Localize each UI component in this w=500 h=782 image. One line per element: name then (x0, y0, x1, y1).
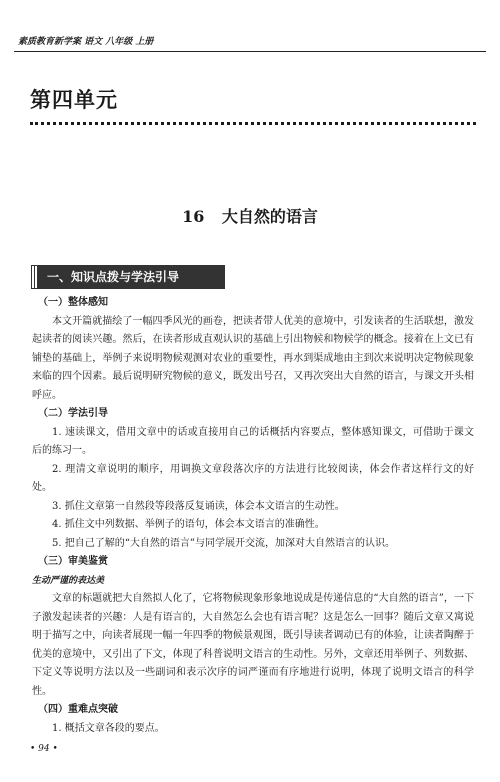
header-rule (14, 51, 486, 52)
paragraph: 文章的标题就把大自然拟人化了，它将物候现象形象地说成是传递信息的“大自然的语言”，一下子激发起读者的兴趣：人是有语言的，大自然怎么会也有语言呢？这是怎么一回事？随后文章又寓说明于描写之中，向读者展现一幅一年四季的物候景观图，既引导读者调动已有的体验，让读者陶醉于优美的意境中，又引出了下文，体现了科普说明文语言的生动性。另外，文章还用举例子、列数据、下定义等说明方法以及一些副词和表示次序的词严谨而有序地进行说明，体现了说明文语言的科学性。 (32, 593, 474, 697)
content-body (32, 294, 474, 738)
paragraph: 2. 理清文章说明的顺序，用调换文章段落次序的方法进行比较阅读，体会作者这样行文的好处。 (32, 463, 474, 493)
aesthetic-heading: 生动严谨的表达美 (32, 575, 105, 586)
paragraph: 5. 把自己了解的“大自然的语言”与同学展开交流，加深对大自然语言的认识。 (52, 537, 395, 549)
subsection-heading: （三）审美鉴赏 (38, 556, 108, 567)
header-text: 素质教育新学案 语文 八年级 上册 (18, 37, 154, 47)
lesson-name: 大自然的语言 (221, 207, 318, 226)
lesson-title (0, 204, 500, 227)
subsection-heading: （二）学法引导 (38, 408, 108, 419)
paragraph: 3. 抓住文章第一自然段等段落反复诵读，体会本文语言的生动性。 (52, 500, 345, 512)
running-header (18, 34, 482, 48)
subsection-heading: （四）重难点突破 (38, 704, 118, 715)
paragraph: 1. 概括文章各段的要点。 (52, 722, 165, 734)
unit-title: 第四单元 (30, 88, 118, 112)
paragraph: 4. 抓住文中列数据、举例子的语句，体会本文语言的准确性。 (52, 519, 325, 530)
lesson-number: 16 (182, 207, 205, 226)
page-number: • 94 • (30, 744, 58, 754)
section-banner: 一、知识点拨与学法引导 (32, 266, 224, 288)
paragraph: 本文开篇就描绘了一幅四季风光的画卷，把读者带人优美的意境中，引发读者的生活联想，激发起读者的阅读兴趣。然后，在读者形成直观认识的基础上引出物候和物候学的概念。接着在上文已有铺垫的基础上，举例子来说明物候观测对农业的重要性，再水到渠成地由主到次来说明决定物候现象来临的四个因素。最后说明研究物候的意义，既发出号召，又再次突出大自然的语言，与课文开头相呼应。 (32, 315, 474, 401)
unit-dotted-rule (30, 122, 476, 125)
subsection-heading: （一）整体感知 (38, 297, 108, 308)
paragraph: 1. 速读课文，借用文章中的话或直接用自己的话概括内容要点，整体感知课文，可借助于课文后的练习一。 (32, 426, 474, 456)
